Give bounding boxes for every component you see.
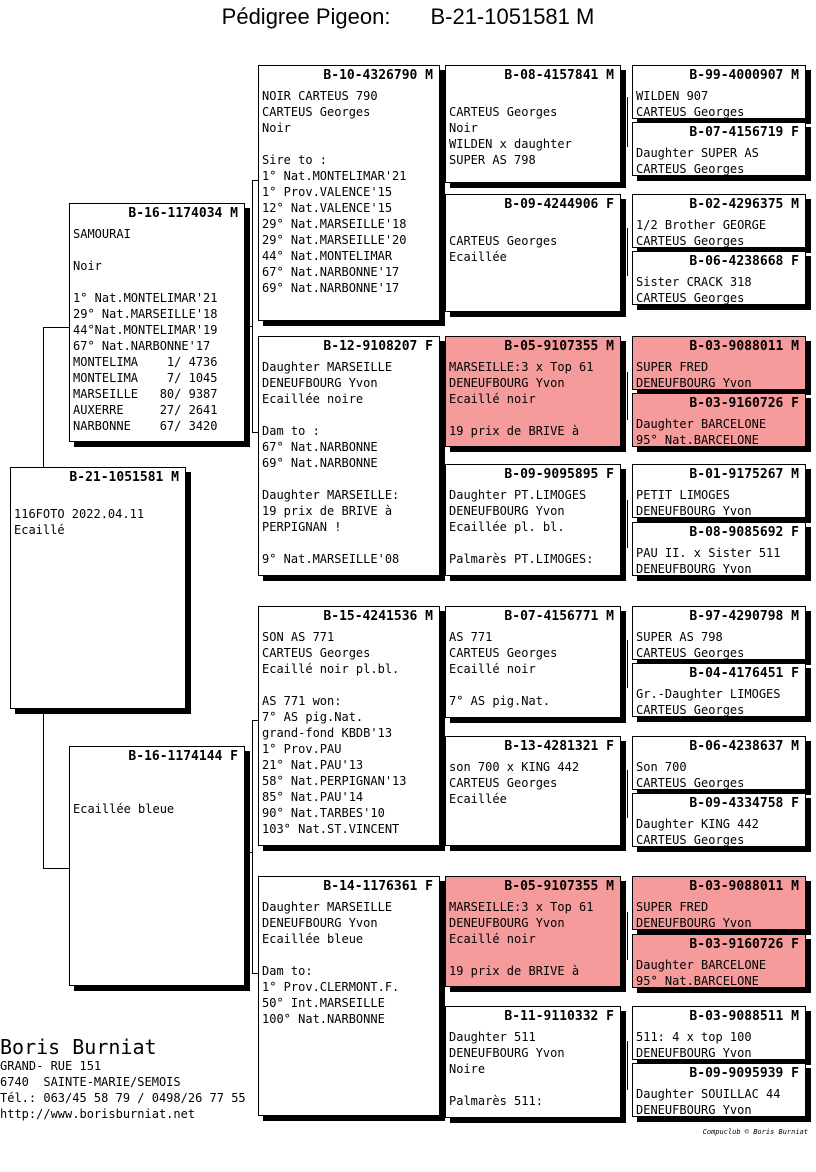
- ring-number: B-08-9085692 F: [689, 525, 799, 540]
- pigeon-details: PETIT LIMOGES DENEUFBOURG Yvon: [636, 488, 752, 518]
- pigeon-details: Daughter SUPER AS CARTEUS Georges: [636, 146, 759, 176]
- ring-number: B-15-4241536 M: [323, 609, 433, 624]
- pigeon-details: PAU II. x Sister 511 DENEUFBOURG Yvon: [636, 546, 781, 576]
- pigeon-details: SON AS 771 CARTEUS Georges Ecaillé noir pl.bl. AS 771 won: 7° AS pig.Nat. grand-fond KBDB'13 1° Prov.PAU 21° Nat.PAU'13 58° Nat.PERPIGNAN'13 85° Nat.PAU'14 90° Nat.TARBES'10 103° Nat.ST.VINCENT: [262, 630, 407, 836]
- pigeon-card-g3[interactable]: [632, 194, 806, 248]
- pigeon-details: SUPER AS 798 CARTEUS Georges: [636, 630, 745, 660]
- ring-number: B-06-4238668 F: [689, 254, 799, 269]
- ring-number: B-13-4281321 F: [504, 739, 614, 754]
- pigeon-details: Gr.-Daughter LIMOGES CARTEUS Georges: [636, 687, 781, 717]
- pigeon-details: SUPER FRED DENEUFBOURG Yvon: [636, 900, 752, 930]
- pigeon-details: 511: 4 x top 100 DENEUFBOURG Yvon: [636, 1030, 752, 1060]
- pigeon-details: CARTEUS Georges Ecaillée: [449, 234, 558, 264]
- pigeon-details: MARSEILLE:3 x Top 61 DENEUFBOURG Yvon Ecaillé noir 19 prix de BRIVE à: [449, 360, 594, 438]
- pigeon-details: SUPER FRED DENEUFBOURG Yvon: [636, 360, 752, 390]
- pigeon-card-g16[interactable]: [632, 1063, 806, 1117]
- ring-number: B-09-4334758 F: [689, 796, 799, 811]
- pigeon-card-sds[interactable]: [445, 336, 621, 447]
- owner-address: GRAND- RUE 151 6740 SAINTE-MARIE/SEMOIS Tél.: 063/45 58 79 / 0498/26 77 55 http://www.borisburniat.net: [0, 1059, 246, 1121]
- connector: [627, 97, 628, 147]
- pigeon-card-g15[interactable]: [632, 1006, 806, 1060]
- connector: [627, 500, 628, 548]
- pigeon-details: son 700 x KING 442 CARTEUS Georges Ecaillée: [449, 760, 580, 806]
- pigeon-details: Daughter SOUILLAC 44 DENEUFBOURG Yvon: [636, 1087, 781, 1117]
- pigeon-card-ss[interactable]: [258, 65, 440, 321]
- pigeon-card-g8[interactable]: [632, 522, 806, 576]
- pigeon-card-g13[interactable]: [632, 876, 806, 930]
- ring-number: B-99-4000907 M: [689, 68, 799, 83]
- connector: [43, 868, 70, 869]
- ring-number: B-11-9110332 F: [504, 1009, 614, 1024]
- connector: [245, 852, 252, 853]
- ring-number: B-09-9095895 F: [504, 467, 614, 482]
- pigeon-card-g14[interactable]: [632, 934, 806, 988]
- ring-number: B-01-9175267 M: [689, 467, 799, 482]
- ring-number: B-09-4244906 F: [504, 197, 614, 212]
- pigeon-details: Daughter 511 DENEUFBOURG Yvon Noire Palmarès 511:: [449, 1030, 565, 1108]
- pigeon-details: Daughter MARSEILLE DENEUFBOURG Yvon Ecaillée noire Dam to : 67° Nat.NARBONNE 69° Nat.NARBONNE Daughter MARSEILLE: 19 prix de BRIVE à PERPIGNAN ! 9° Nat.MARSEILLE'08: [262, 360, 400, 566]
- pigeon-details: Daughter BARCELONE 95° Nat.BARCELONE: [636, 417, 767, 447]
- pigeon-card-g2[interactable]: [632, 122, 806, 176]
- pigeon-details: 116FOTO 2022.04.11 Ecaillé: [14, 507, 145, 537]
- pigeon-card-g7[interactable]: [632, 464, 806, 518]
- pigeon-details: WILDEN 907 CARTEUS Georges: [636, 89, 745, 119]
- connector: [440, 932, 441, 1056]
- connector: [627, 640, 628, 688]
- title-ring: B-21-1051581 M: [430, 4, 595, 29]
- ring-number: B-03-9088011 M: [689, 339, 799, 354]
- title-label: Pédigree Pigeon:: [221, 4, 391, 29]
- pigeon-details: Son 700 CARTEUS Georges: [636, 760, 745, 790]
- ring-number: B-07-4156719 F: [689, 125, 799, 140]
- pigeon-card-g5[interactable]: [632, 336, 806, 390]
- pigeon-details: AS 771 CARTEUS Georges Ecaillé noir 7° AS pig.Nat.: [449, 630, 558, 708]
- pigeon-card-sd[interactable]: [258, 336, 440, 576]
- credit-text: Compuclub © Boris Burniat: [702, 1128, 808, 1136]
- pigeon-card-g10[interactable]: [632, 663, 806, 717]
- pigeon-card-dss[interactable]: [445, 606, 621, 718]
- pigeon-details: 1/2 Brother GEORGE CARTEUS Georges: [636, 218, 767, 248]
- ring-number: B-16-1174144 F: [128, 749, 238, 764]
- pigeon-card-g11[interactable]: [632, 736, 806, 790]
- ring-number: B-05-9107355 M: [504, 879, 614, 894]
- ring-number: B-14-1176361 F: [323, 879, 433, 894]
- ring-number: B-03-9088011 M: [689, 879, 799, 894]
- connector: [252, 720, 253, 973]
- connector: [43, 327, 44, 468]
- connector: [440, 660, 441, 782]
- pigeon-card-g4[interactable]: [632, 251, 806, 305]
- connector: [627, 770, 628, 818]
- ring-number: B-08-4157841 M: [504, 68, 614, 83]
- pigeon-card-g1[interactable]: [632, 65, 806, 119]
- page-title: [0, 4, 816, 30]
- pigeon-details: SAMOURAI Noir 1° Nat.MONTELIMAR'21 29° Nat.MARSEILLE'18 44°Nat.MONTELIMAR'19 67° Nat.NARBONNE'17 MONTELIMA 1/ 4736 MONTELIMA 7/ 1045 MARSEILLE 80/ 9387 AUXERRE 27/ 2641 NARBONNE 67/ 3420: [73, 227, 218, 433]
- ring-number: B-06-4238637 M: [689, 739, 799, 754]
- pigeon-card-dd[interactable]: [258, 876, 440, 1116]
- pigeon-card-sss[interactable]: [445, 65, 621, 183]
- ring-number: B-03-9160726 F: [689, 937, 799, 952]
- pigeon-card-ssd[interactable]: [445, 194, 621, 312]
- connector: [440, 392, 441, 516]
- connector: [627, 228, 628, 276]
- owner-info: [0, 1036, 246, 1122]
- pigeon-card-sdd[interactable]: [445, 464, 621, 576]
- pigeon-card-subject[interactable]: [10, 467, 186, 709]
- connector: [43, 327, 70, 328]
- pigeon-card-g9[interactable]: [632, 606, 806, 660]
- pigeon-details: NOIR CARTEUS 790 CARTEUS Georges Noir Sire to : 1° Nat.MONTELIMAR'21 1° Prov.VALENCE'15 12° Nat.VALENCE'15 29° Nat.MARSEILLE'18 29° Nat.MARSEILLE'20 44° Nat.MONTELIMAR 67° Nat.NARBONNE'17 69° Nat.NARBONNE'17: [262, 89, 407, 295]
- pigeon-details: CARTEUS Georges Noir WILDEN x daughter SUPER AS 798: [449, 105, 572, 167]
- ring-number: B-97-4290798 M: [689, 609, 799, 624]
- pigeon-card-ddd[interactable]: [445, 1006, 621, 1118]
- owner-name: Boris Burniat: [0, 1035, 157, 1059]
- connector: [440, 117, 441, 239]
- pigeon-card-dam[interactable]: [69, 746, 245, 986]
- ring-number: B-16-1174034 M: [128, 206, 238, 221]
- pigeon-card-g12[interactable]: [632, 793, 806, 847]
- pigeon-card-g6[interactable]: [632, 393, 806, 447]
- ring-number: B-21-1051581 M: [69, 470, 179, 485]
- pigeon-details: MARSEILLE:3 x Top 61 DENEUFBOURG Yvon Ecaillé noir 19 prix de BRIVE à: [449, 900, 594, 978]
- connector: [627, 912, 628, 960]
- pigeon-details: Daughter KING 442 CARTEUS Georges: [636, 817, 759, 847]
- connector: [627, 372, 628, 420]
- pigeon-card-dsd[interactable]: [445, 736, 621, 846]
- ring-number: B-09-9095939 F: [689, 1066, 799, 1081]
- pigeon-card-sire[interactable]: [69, 203, 245, 442]
- pigeon-details: Ecaillée bleue: [73, 802, 175, 816]
- pigeon-details: Daughter BARCELONE 95° Nat.BARCELONE: [636, 958, 767, 988]
- pigeon-details: Sister CRACK 318 CARTEUS Georges: [636, 275, 752, 305]
- ring-number: B-12-9108207 F: [323, 339, 433, 354]
- pigeon-details: Daughter MARSEILLE DENEUFBOURG Yvon Ecaillée bleue Dam to: 1° Prov.CLERMONT.F. 50° Int.MARSEILLE 100° Nat.NARBONNE: [262, 900, 400, 1026]
- connector: [245, 326, 252, 327]
- ring-number: B-03-9088511 M: [689, 1009, 799, 1024]
- ring-number: B-07-4156771 M: [504, 609, 614, 624]
- ring-number: B-04-4176451 F: [689, 666, 799, 681]
- connector: [252, 180, 253, 432]
- connector: [627, 1041, 628, 1090]
- pigeon-card-ds[interactable]: [258, 606, 440, 846]
- ring-number: B-02-4296375 M: [689, 197, 799, 212]
- pigeon-details: Daughter PT.LIMOGES DENEUFBOURG Yvon Ecaillée pl. bl. Palmarès PT.LIMOGES:: [449, 488, 594, 566]
- ring-number: B-10-4326790 M: [323, 68, 433, 83]
- ring-number: B-05-9107355 M: [504, 339, 614, 354]
- pigeon-card-dds[interactable]: [445, 876, 621, 987]
- connector: [43, 710, 44, 868]
- ring-number: B-03-9160726 F: [689, 396, 799, 411]
